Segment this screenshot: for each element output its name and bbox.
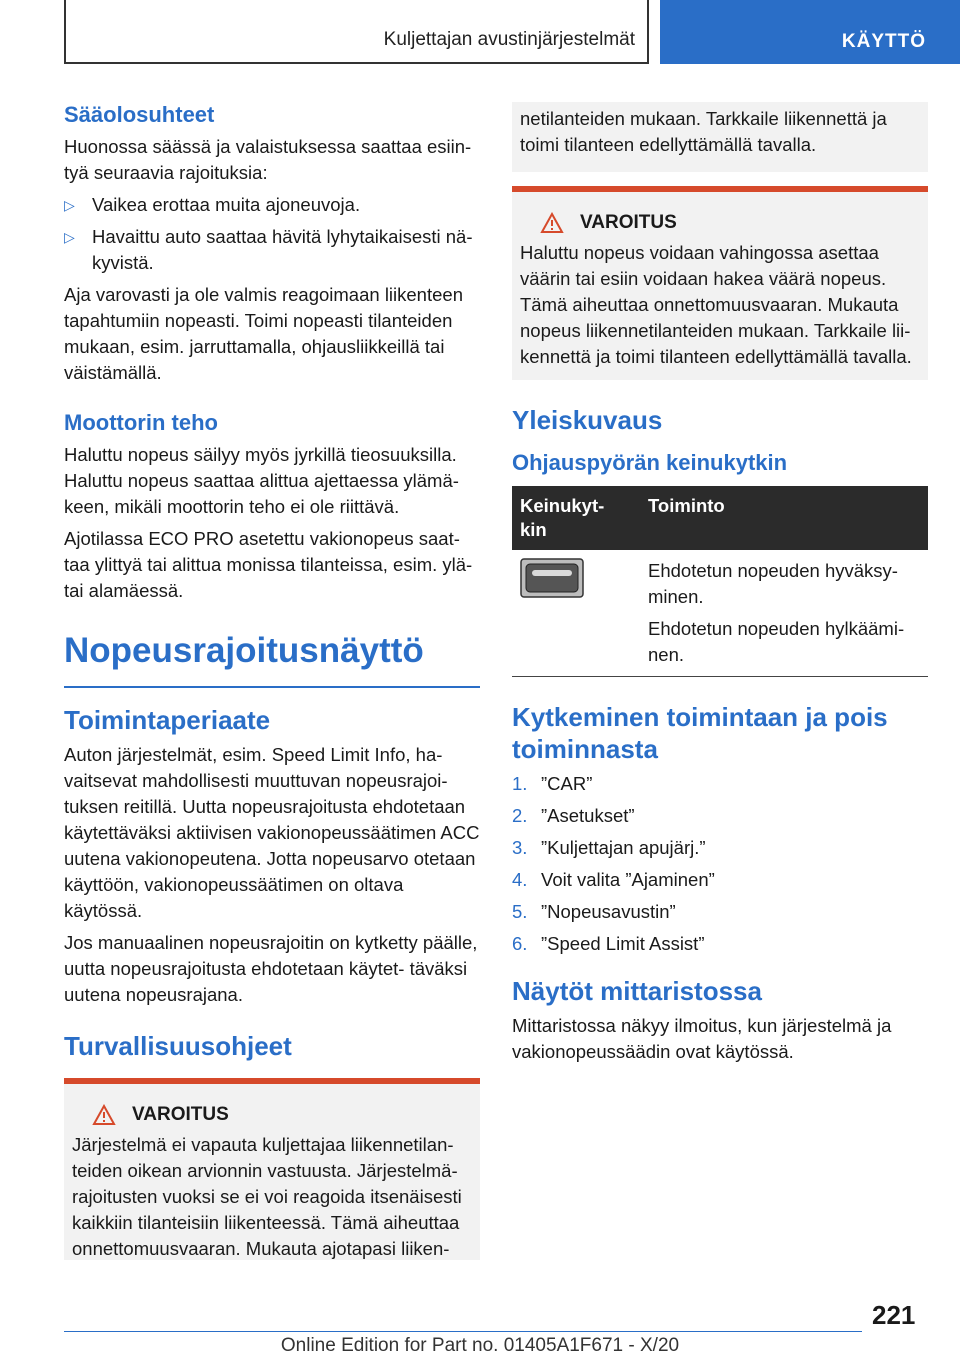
- saaolosuhteet-list: [64, 192, 480, 276]
- list-item-text: Havaittu auto saattaa hävitä lyhytaikaisesti nä- kyvistä.: [92, 226, 473, 273]
- step-item: [512, 771, 928, 797]
- heading-toimintaperiaate: Toimintaperiaate: [64, 705, 271, 735]
- step-text: ”Asetukset”: [541, 805, 635, 826]
- step-number: 1.: [512, 773, 528, 794]
- header-section-title: Kuljettajan avustinjärjestelmät: [383, 29, 635, 50]
- triangle-bullet-icon: ▷: [64, 229, 75, 245]
- step-text: ”Speed Limit Assist”: [541, 933, 705, 954]
- step-item: [512, 931, 928, 957]
- heading-naytot: Näytöt mittaristossa: [512, 976, 762, 1006]
- naytot-text: Mittaristossa näkyy ilmoitus, kun järjestelmä ja vakionopeussäädin ovat käytössä.: [512, 1015, 892, 1062]
- step-text: Voit valita ”Ajaminen”: [541, 869, 715, 890]
- list-item: [64, 192, 480, 218]
- saaolosuhteet-advice: Aja varovasti ja ole valmis reagoimaan liikenteen tapahtumiin nopeasti. Toimi nopeasti tilanteiden mukaan, esim. jarruttamalla, ohjausliikkeillä tai väistämällä.: [64, 284, 463, 383]
- warning-triangle-icon: [92, 1104, 116, 1126]
- warning-triangle-icon: [540, 212, 564, 234]
- steps-list: [512, 771, 928, 957]
- step-number: 3.: [512, 837, 528, 858]
- page-number: 221: [872, 1300, 916, 1330]
- step-number: 5.: [512, 901, 528, 922]
- step-item: [512, 835, 928, 861]
- warning-text: Järjestelmä ei vapauta kuljettajaa liikennetilan- teiden oikean arvionnin vastuusta. Järjestelmä- rajoitusten vuoksi se ei voi reagoida itsenäisesti kaikkiin tilanteisiin liikenteessä. Tämä aiheuttaa onnettomuusvaaran. Mukauta ajotapasi liiken-: [72, 1134, 462, 1259]
- warning-box: [64, 1078, 480, 1260]
- header-chapter: [660, 0, 960, 64]
- function-reject: Ehdotetun nopeuden hylkäämi- nen.: [648, 618, 905, 665]
- toiminta-paragraph-1: Auton järjestelmät, esim. Speed Limit Info, ha- vaitsevat mahdollisesti muuttuvan nopeusrajoi- tuksen reitillä. Uutta nopeusrajoitusta ehdotetaan käytettäväksi aktiivisen vakionopeussäätimen ACC uutena vakionopeutena. Jotta nopeusarvo otetaan käyttöön, vakionopeussäätimen on oltava käytössä.: [64, 744, 480, 921]
- rocker-switch-table: [512, 486, 928, 677]
- step-number: 2.: [512, 805, 528, 826]
- toiminta-paragraph-2: Jos manuaalinen nopeusrajoitin on kytketty päälle, uutta nopeusrajoitusta ehdotetaan käytet- täväksi uutena nopeusrajana.: [64, 932, 478, 1005]
- title-divider: [64, 686, 480, 688]
- left-column: [64, 100, 480, 1260]
- warning-continued: [512, 102, 928, 172]
- moottori-paragraph-2: Ajotilassa ECO PRO asetettu vakionopeus saat- taa ylittyä tai alittua monissa tilanteissa, esim. ylä- tai alamäessä.: [64, 528, 473, 601]
- heading-ohjauspyoran-keinukytkin: Ohjauspyörän keinukytkin: [512, 450, 788, 475]
- moottori-paragraph-1: Haluttu nopeus säilyy myös jyrkillä tieosuuksilla. Haluttu nopeus saattaa alittua ajettaessa ylämä- keen, mikäli moottorin teho ei ole riittävä.: [64, 444, 459, 517]
- list-item: [64, 224, 480, 276]
- heading-saaolosuhteet: Sääolosuhteet: [64, 102, 215, 127]
- function-cell: [640, 550, 928, 677]
- step-text: ”Nopeusavustin”: [541, 901, 676, 922]
- right-column: [512, 102, 928, 1071]
- step-number: 6.: [512, 933, 528, 954]
- warning-header: [520, 212, 920, 234]
- table-row: [512, 550, 928, 677]
- page-main-title: Nopeusrajoitusnäyttö: [64, 631, 424, 670]
- warning-continued-text: netilanteiden mukaan. Tarkkaile liikennettä ja toimi tilanteen edellyttämällä tavalla.: [520, 108, 887, 155]
- header-section: [64, 0, 649, 64]
- saaolosuhteet-intro: Huonossa säässä ja valaistuksessa saattaa esiin- tyä seuraavia rajoituksia:: [64, 136, 472, 183]
- warning-box-2: [512, 186, 928, 380]
- step-item: [512, 867, 928, 893]
- rocker-switch-icon: [520, 558, 584, 598]
- step-number: 4.: [512, 869, 528, 890]
- heading-moottorin-teho: Moottorin teho: [64, 410, 218, 435]
- rocker-switch-cell: [512, 550, 640, 677]
- table-header-switch: Keinukyt- kin: [512, 486, 640, 550]
- step-item: [512, 899, 928, 925]
- function-accept: Ehdotetun nopeuden hyväksy- minen.: [648, 560, 898, 607]
- heading-turvallisuusohjeet: Turvallisuusohjeet: [64, 1031, 292, 1061]
- heading-yleiskuvaus: Yleiskuvaus: [512, 405, 663, 435]
- table-header-row: [512, 486, 928, 550]
- step-text: ”CAR”: [541, 773, 593, 794]
- warning-header: [72, 1104, 472, 1126]
- triangle-bullet-icon: ▷: [64, 197, 75, 213]
- warning-label: VAROITUS: [580, 212, 677, 233]
- warning-label: VAROITUS: [132, 1104, 229, 1125]
- footer-edition: Online Edition for Part no. 01405A1F671 - X/20: [280, 1335, 680, 1356]
- heading-kytkeminen: Kytkeminen toimintaan ja pois toiminnasta: [512, 702, 888, 764]
- header-chapter-title: KÄYTTÖ: [841, 31, 926, 52]
- step-item: [512, 803, 928, 829]
- footer-divider: [64, 1331, 862, 1332]
- warning-text: Haluttu nopeus voidaan vahingossa asettaa väärin tai esiin voidaan hakea väärä nopeus. Tämä aiheuttaa onnettomuusvaaran. Mukauta nopeus liikennetilanteiden mukaan. Tarkkaile lii- kennettä ja toimi tilanteen edellyttämällä tavalla.: [520, 242, 912, 367]
- table-header-function: Toiminto: [640, 486, 928, 550]
- list-item-text: Vaikea erottaa muita ajoneuvoja.: [92, 194, 361, 215]
- step-text: ”Kuljettajan apujärj.”: [541, 837, 706, 858]
